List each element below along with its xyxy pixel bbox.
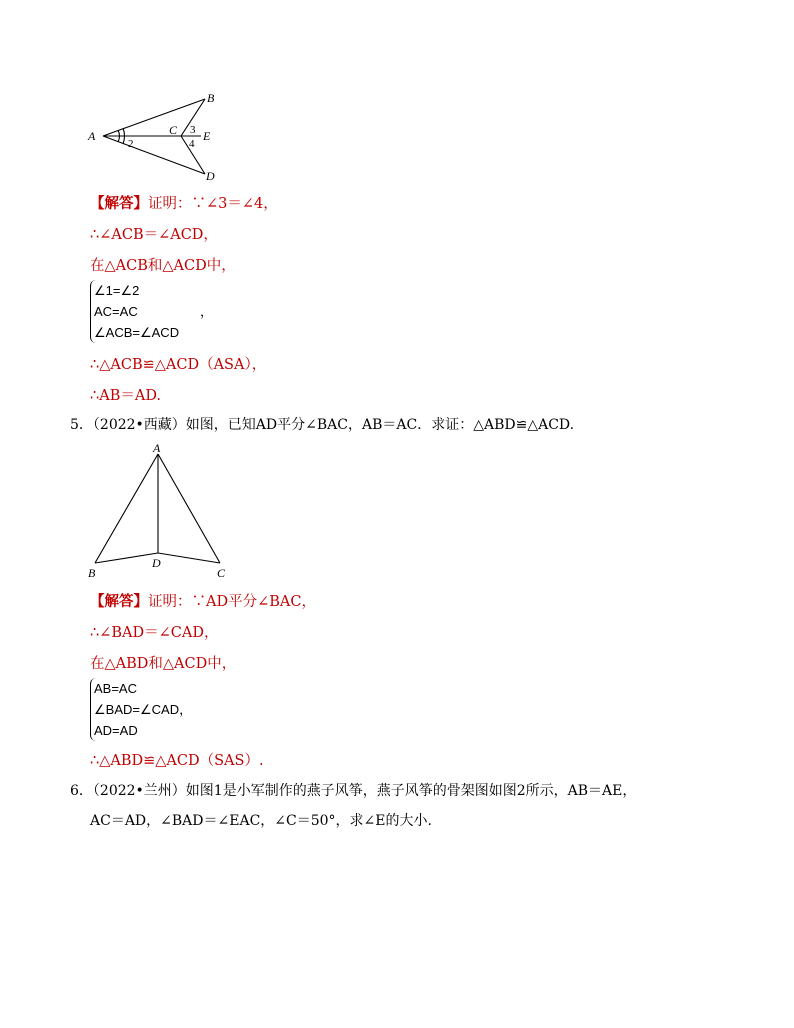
solution5-line4: ∴△ABD≌△ACD（SAS）. [90,753,264,769]
label-c: C [169,123,178,137]
system-trail: ， [200,305,214,320]
solution5-line1: 【解答】证明：∵AD平分∠BAC， [90,593,316,610]
question6-line1 [70,780,636,800]
system-row: AC=AC [94,304,138,319]
segment-ac [158,454,220,563]
solution5-line3: 在△ABD和△ACD中， [90,656,237,672]
question5 [70,414,574,434]
segment-ab [95,454,158,563]
label-angle-2: 2 [128,138,134,150]
solution4-line2: ∴∠ACB＝∠ACD， [90,227,218,243]
solution4-line4: ∴△ACB≌△ACD（ASA）， [90,357,267,373]
solution5-system [90,678,192,741]
solution4-line5: ∴AB＝AD. [90,388,162,404]
label-d: D [152,556,161,570]
label-b: B [88,566,96,580]
system-row: ∠1=∠2 [94,283,140,298]
system-row: AB=AC [94,681,137,696]
question5-text: （2022•西藏）如图，已知AD平分∠BAC，AB＝AC．求证：△ABD≌△ACD. [92,417,575,433]
answer-tag: 【解答】 [90,593,148,610]
label-e: E [203,129,211,143]
label-b: B [207,91,215,105]
label-angle-3: 3 [190,124,196,136]
figure-1 [85,90,225,182]
question6-text: （2022•兰州）如图1是小军制作的燕子风筝，燕子风筝的骨架图如图2所示，AB＝AE， [92,783,637,799]
solution4-line1: 【解答】证明：∵∠3＝∠4， [90,195,278,212]
segment-bd [95,553,158,563]
solution4-line3: 在△ACB和△ACD中， [90,258,236,274]
system-row: ∠BAD=∠CAD， [94,702,193,717]
answer-tag: 【解答】 [90,195,148,212]
label-angle-4: 4 [189,138,195,150]
question6-number: 6． [70,783,93,799]
figure-2 [85,440,235,582]
question6-line2: AC＝AD，∠BAD＝∠EAC，∠C＝50°，求∠E的大小. [90,813,432,829]
label-d: D [206,169,215,182]
system-row: ∠ACB=∠ACD [94,325,180,340]
label-a: A [88,129,96,143]
system-row: AD=AD [94,723,138,738]
solution4-system [90,280,179,343]
label-a: A [153,441,161,455]
question5-number: 5． [70,417,93,433]
segment-dc [158,553,220,563]
solution5-line2: ∴∠BAD＝∠CAD， [90,625,219,641]
label-c: C [217,566,226,580]
